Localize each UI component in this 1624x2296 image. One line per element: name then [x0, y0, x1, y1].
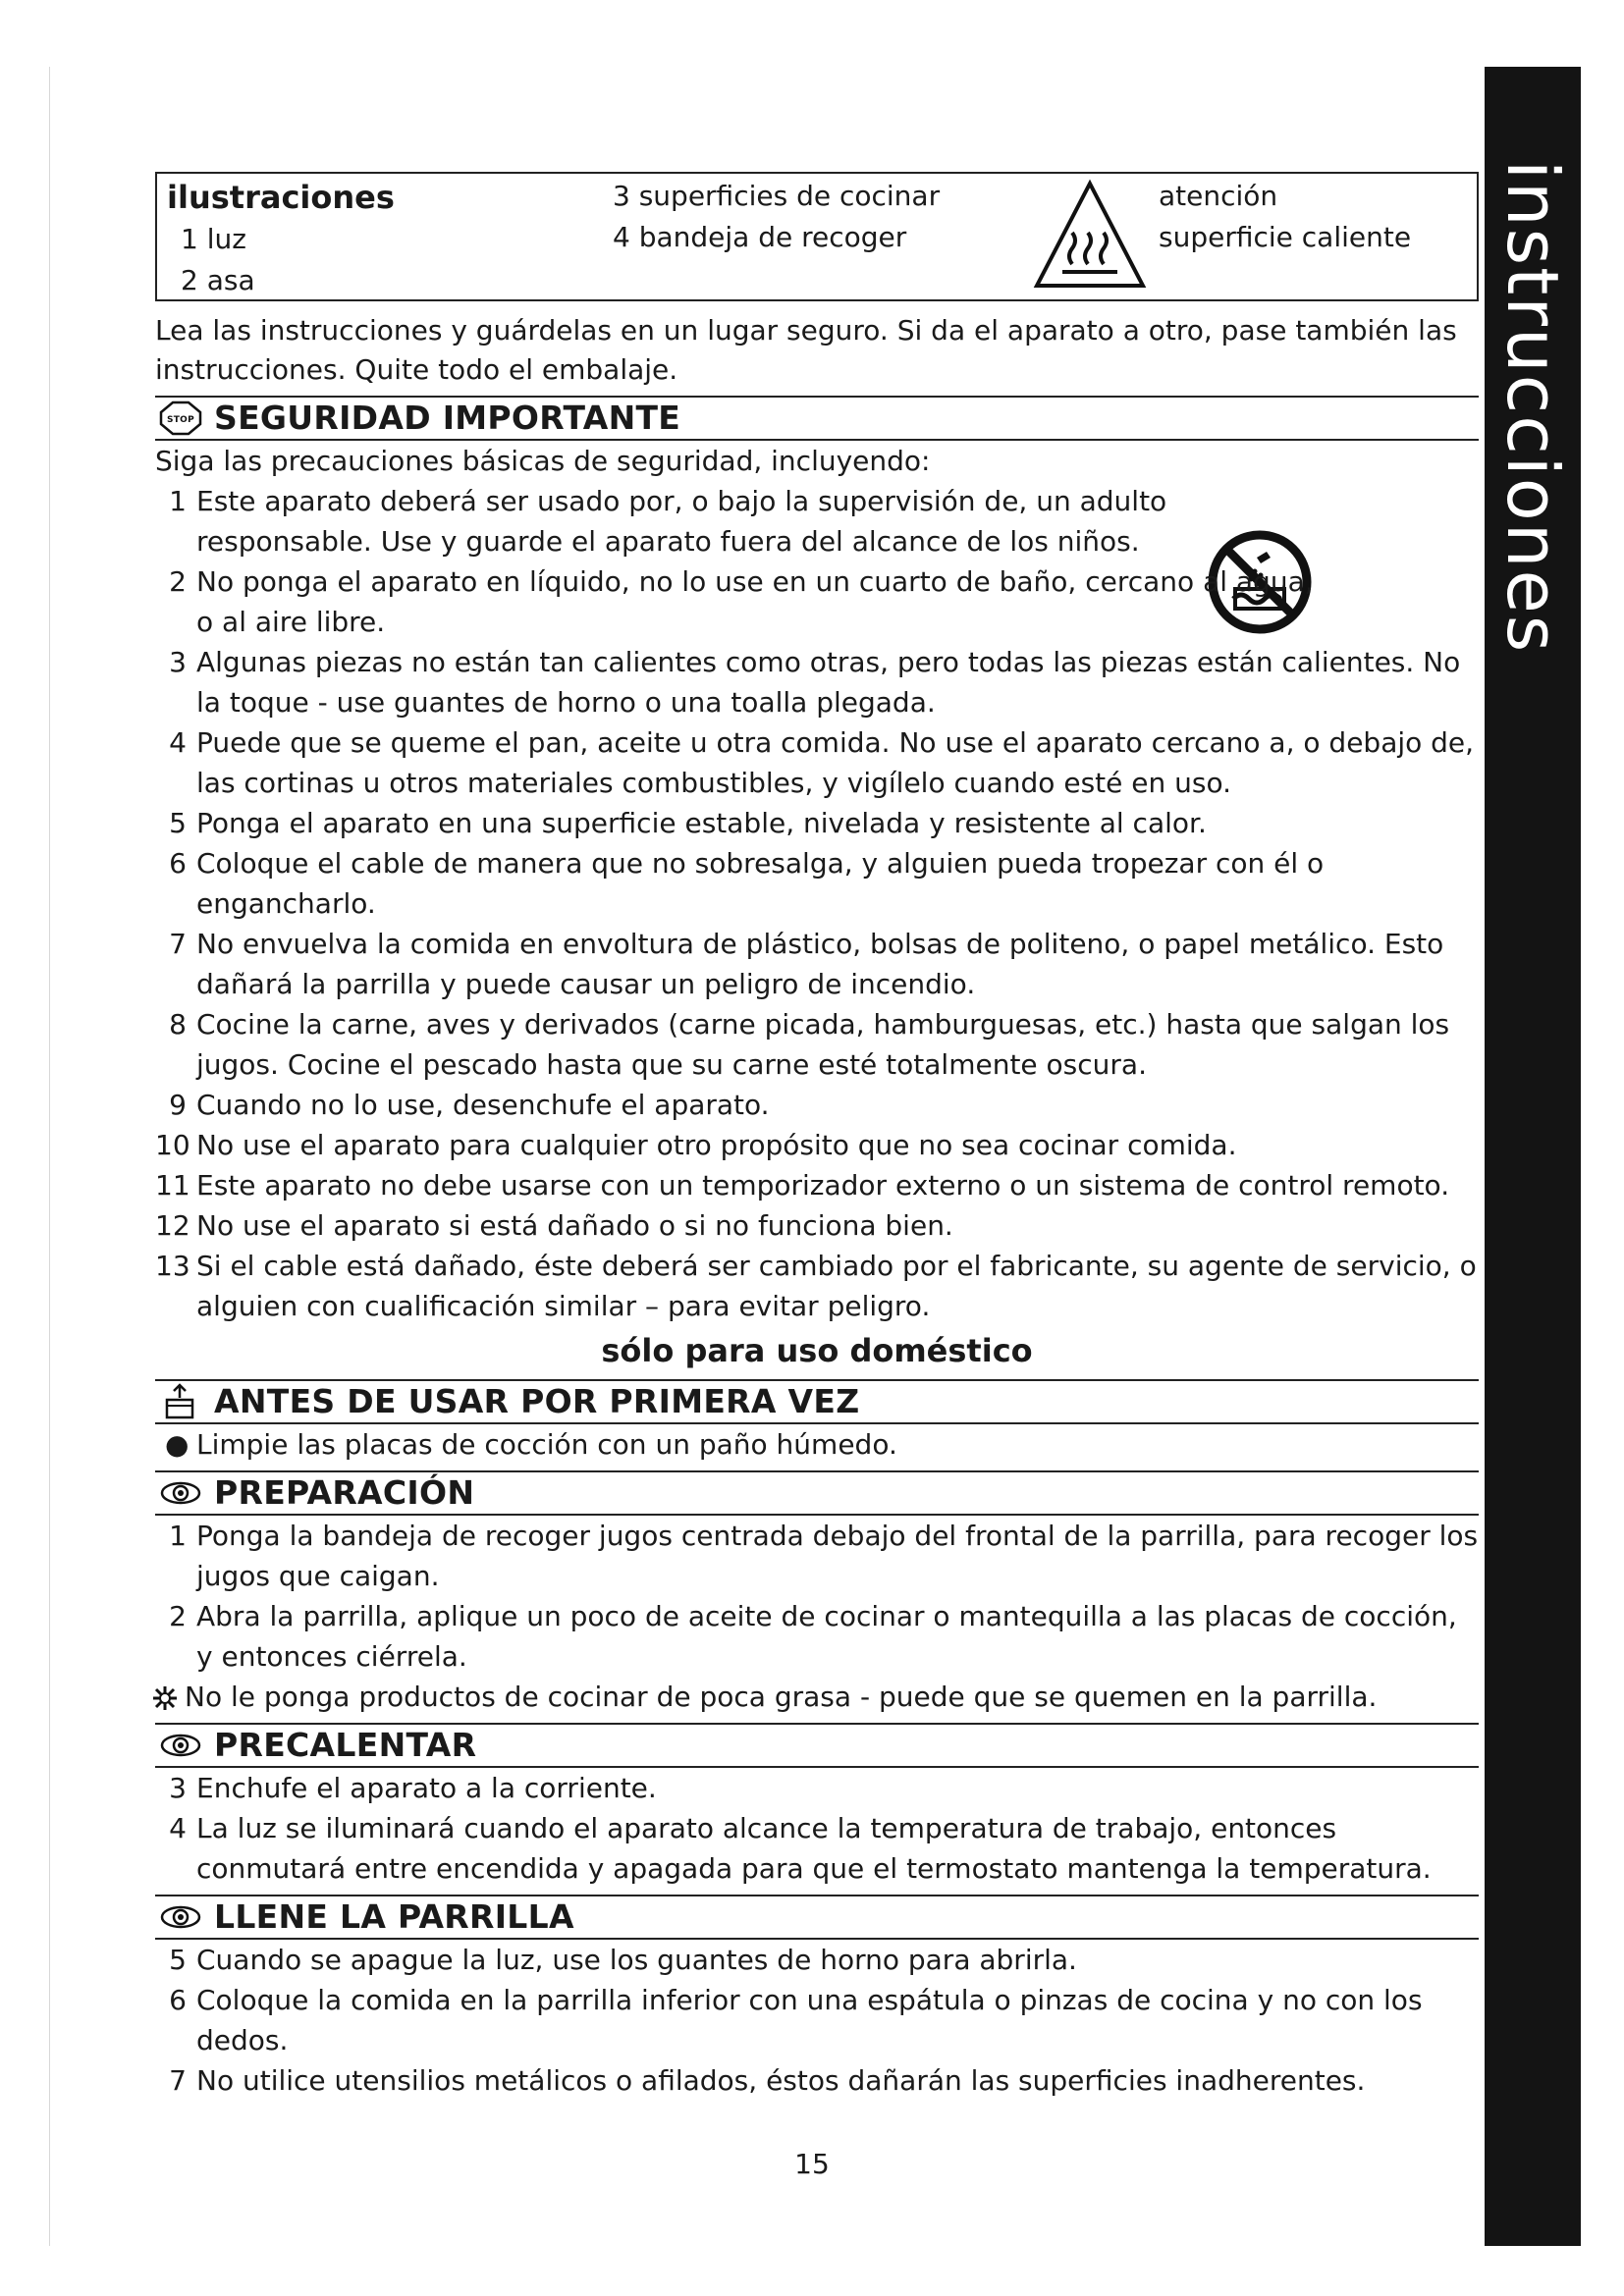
eye-icon [157, 1897, 204, 1937]
list-item: 2 No ponga el aparato en líquido, no lo use en un cuarto de baño, cercano al agua, o al aire libre. [169, 565, 1314, 638]
list-item: 5 Cuando se apague la luz, use los guantes de horno para abrirla. [169, 1944, 1077, 1976]
legend-item: atención [1159, 180, 1278, 212]
safety-list [155, 481, 1479, 1326]
list-item: 7 No utilice utensilios metálicos o afilados, éstos dañarán las superficies inadherentes. [169, 2064, 1366, 2097]
legend-column-2 [613, 176, 940, 258]
preheat-list [155, 1768, 1479, 1889]
bullet-dot: ● [165, 1428, 189, 1461]
list-item: 3 Algunas piezas no están tan calientes como otras, pero todas las piezas están calientes. No la toque - use guantes de horno o una toalla plegada. [169, 646, 1461, 719]
list-item: 5 Ponga el aparato en una superficie estable, nivelada y resistente al calor. [169, 807, 1207, 839]
page-number: 15 [794, 2148, 830, 2180]
first-use-bullet: ● Limpie las placas de cocción con un paño húmedo. [155, 1424, 1479, 1465]
legend-item: 1 luz [181, 223, 246, 255]
unpack-box-icon [157, 1382, 204, 1421]
list-item: 9 Cuando no lo use, desenchufe el aparato. [169, 1089, 770, 1121]
safety-lead: Siga las precauciones básicas de seguridad, incluyendo: [155, 445, 931, 477]
list-item: 2 Abra la parrilla, aplique un poco de aceite de cocinar o mantequilla a las placas de cocción, y entonces ciérrela. [169, 1600, 1457, 1673]
section-heading-fill [155, 1895, 1479, 1940]
preparation-tip: No le ponga productos de cocinar de poca grasa - puede que se quemen en la parrilla. [155, 1677, 1479, 1717]
section-heading-preheat [155, 1723, 1479, 1768]
section-heading-safety [155, 396, 1479, 441]
legend-column-1 [167, 176, 395, 301]
eye-icon [157, 1473, 204, 1513]
list-item: 6 Coloque el cable de manera que no sobresalga, y alguien pueda tropezar con él o engancharlo. [169, 847, 1325, 920]
section-heading-preparation [155, 1470, 1479, 1516]
section-title: PRECALENTAR [214, 1726, 477, 1764]
fill-list [155, 1940, 1479, 2101]
list-item: 12 No use el aparato si está dañado o si no funciona bien. [155, 1209, 953, 1242]
list-item: 7 No envuelva la comida en envoltura de plástico, bolsas de politeno, o papel metálico. Esto dañará la parrilla y puede causar un peligro de incendio. [169, 928, 1444, 1000]
section-title: ANTES DE USAR POR PRIMERA VEZ [214, 1382, 860, 1420]
stop-icon [157, 399, 204, 438]
list-item: 6 Coloque la comida en la parrilla inferior con una espátula o pinzas de cocina y no con los dedos. [169, 1984, 1423, 2056]
page-content [155, 172, 1479, 2101]
list-item: 13 Si el cable está dañado, éste deberá ser cambiado por el fabricante, su agente de servicio, o alguien con cualificación similar – para evitar peligro. [155, 1250, 1477, 1322]
legend-title: ilustraciones [167, 179, 395, 216]
list-item: 8 Cocine la carne, aves y derivados (carne picada, hamburguesas, etc.) hasta que salgan los jugos. Cocine el pescado hasta que su carne esté totalmente oscura. [169, 1008, 1450, 1081]
list-item: 1 Ponga la bandeja de recoger jugos centrada debajo del frontal de la parrilla, para recoger los jugos que caigan. [169, 1520, 1479, 1592]
hot-surface-warning-icon [1031, 178, 1149, 294]
illustrations-legend [155, 172, 1479, 301]
section-title: SEGURIDAD IMPORTANTE [214, 399, 681, 437]
domestic-use-note: sólo para uso doméstico [601, 1332, 1033, 1369]
section-title: PREPARACIÓN [214, 1473, 475, 1512]
side-tab [1485, 67, 1581, 2246]
preparation-list [155, 1516, 1479, 1677]
list-item: 10 No use el aparato para cualquier otro propósito que no sea cocinar comida. [155, 1129, 1237, 1161]
tip-sparkle-icon [151, 1684, 179, 1712]
legend-item: 4 bandeja de recoger [613, 221, 907, 253]
list-item: 3 Enchufe el aparato a la corriente. [169, 1772, 657, 1804]
page-margin-rule [49, 67, 50, 2246]
section-title: LLENE LA PARRILLA [214, 1897, 574, 1936]
intro-paragraph: Lea las instrucciones y guárdelas en un lugar seguro. Si da el aparato a otro, pase también las instrucciones. Quite todo el embalaje. [155, 314, 1457, 386]
list-item: 1 Este aparato deberá ser usado por, o bajo la supervisión de, un adulto responsable. Use y guarde el aparato fuera del alcance de los niños. [169, 485, 1167, 558]
legend-item: superficie caliente [1159, 221, 1412, 253]
list-item: 4 Puede que se queme el pan, aceite u otra comida. No use el aparato cercano a, o debajo de, las cortinas u otros materiales combustibles, y vigílelo cuando esté en uso. [169, 726, 1475, 799]
legend-column-3 [1159, 176, 1411, 258]
list-item: 4 La luz se iluminará cuando el aparato alcance la temperatura de trabajo, entonces conmutará entre encendida y apagada para que el termostato mantenga la temperatura. [169, 1812, 1432, 1885]
legend-item: 3 superficies de cocinar [613, 180, 941, 212]
section-heading-first-use [155, 1379, 1479, 1424]
eye-icon [157, 1726, 204, 1765]
side-tab-label: instrucciones [1491, 160, 1574, 655]
legend-item: 2 asa [181, 264, 255, 296]
list-item: 11 Este aparato no debe usarse con un temporizador externo o un sistema de control remoto. [155, 1169, 1450, 1201]
stop-icon-label: STOP [166, 415, 195, 425]
